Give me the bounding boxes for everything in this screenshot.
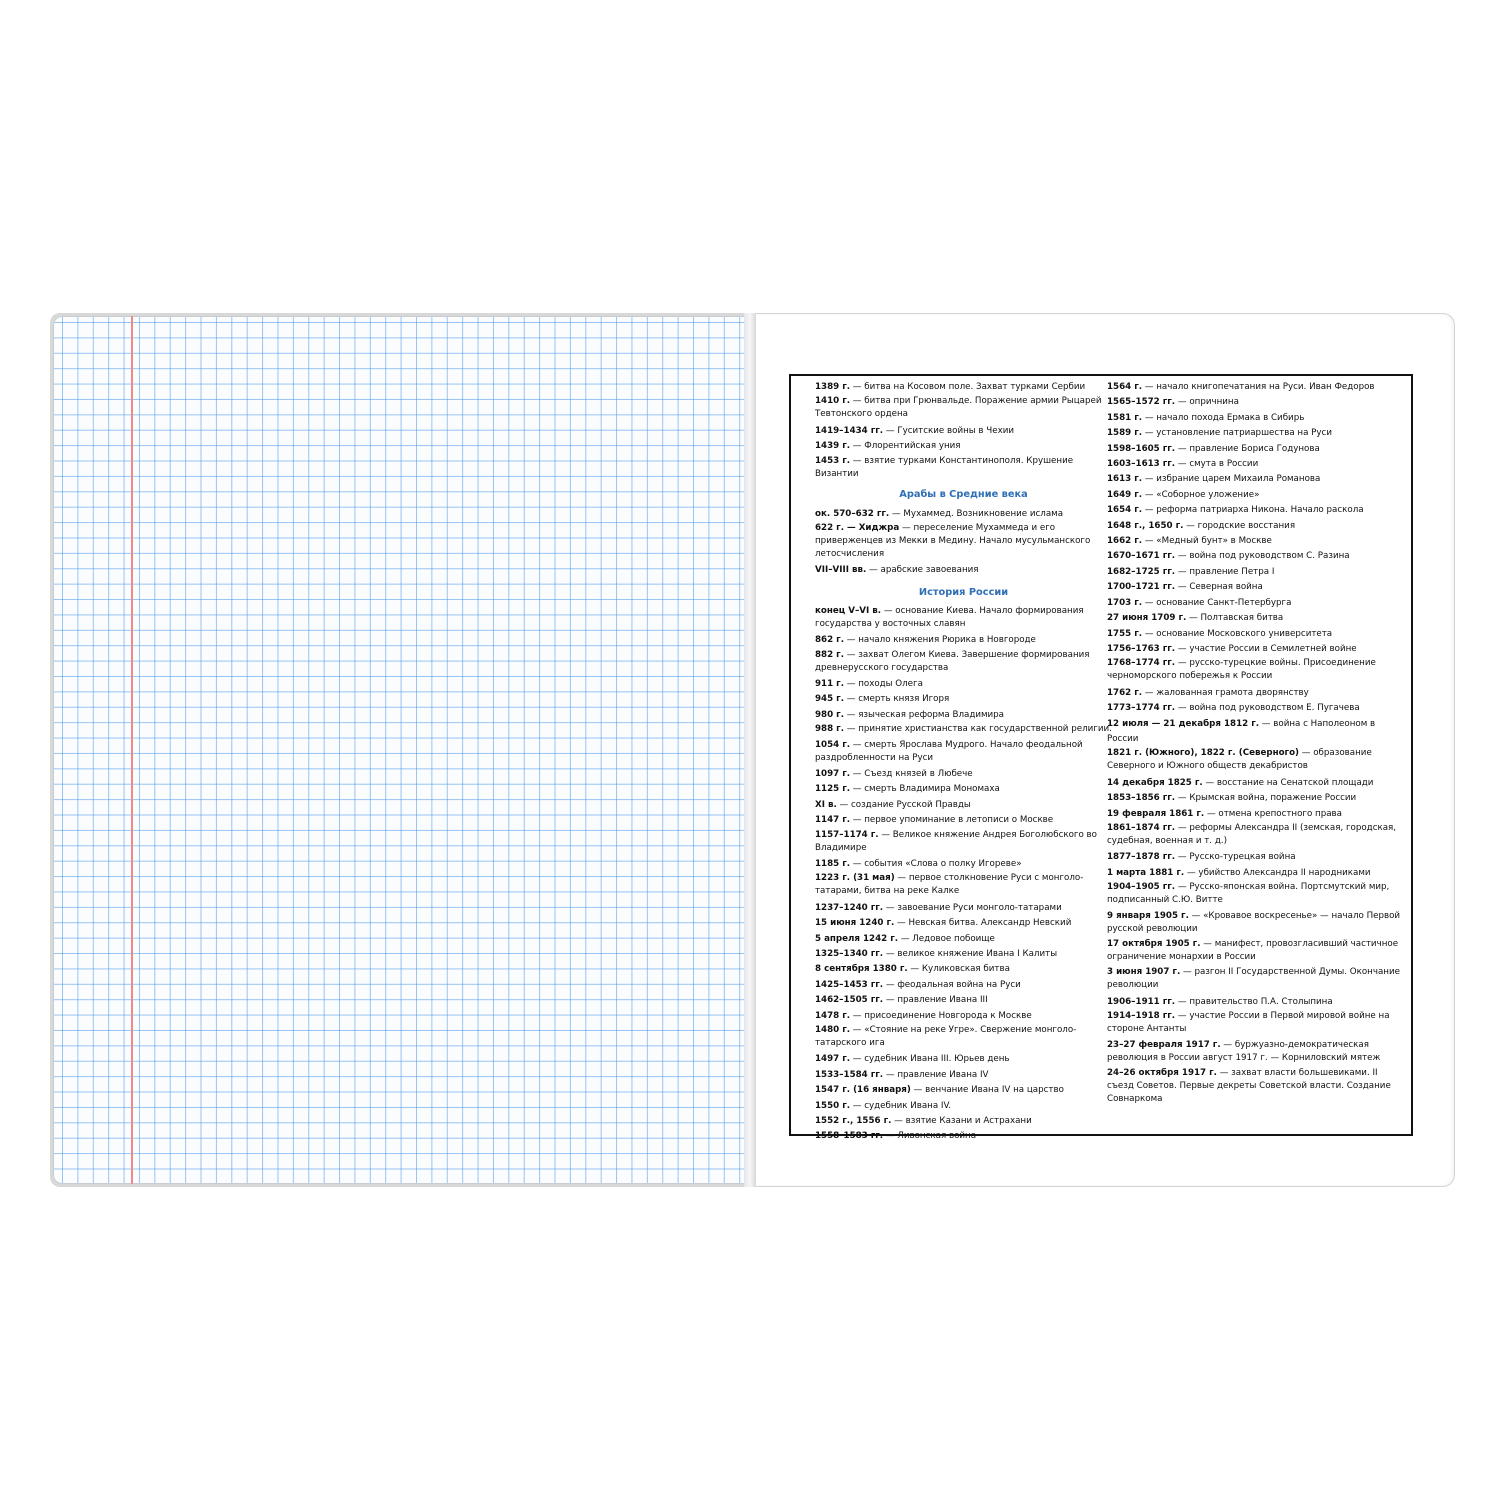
date-entry bbox=[815, 1068, 1112, 1083]
entry-text: — языческая реформа Владимира bbox=[844, 709, 1005, 720]
date-entry bbox=[815, 978, 1112, 993]
entry-text: — участие России в Первой мировой войне на стороне Антанты bbox=[1107, 1011, 1390, 1035]
date-entry bbox=[1107, 565, 1407, 580]
entry-date: 945 г. bbox=[815, 694, 844, 705]
entry-date: 911 г. bbox=[815, 679, 844, 689]
date-entry bbox=[815, 872, 1112, 898]
date-entry bbox=[815, 1024, 1112, 1050]
entry-text: — походы Олега bbox=[844, 679, 923, 689]
entry-text: — арабские завоевания bbox=[866, 565, 979, 576]
entry-text: — смерть Ярослава Мудрого. Начало феодальной раздробленности на Руси bbox=[815, 739, 1083, 763]
date-entry bbox=[1107, 791, 1407, 806]
entry-date: 1603–1613 гг. bbox=[1107, 459, 1176, 470]
date-entry bbox=[815, 708, 1112, 723]
date-entry bbox=[815, 1099, 1112, 1114]
entry-date: 1904–1905 гг. bbox=[1107, 882, 1176, 893]
entry-date: 980 г. bbox=[815, 709, 844, 720]
entry-date: конец V–VI в. bbox=[815, 605, 882, 616]
entry-date: 1552 г., 1556 г. bbox=[815, 1116, 892, 1127]
entry-date: 1558–1583 гг. bbox=[815, 1131, 884, 1142]
entry-date: 1821 г. (Южного), 1822 г. (Северного) bbox=[1107, 748, 1300, 759]
entry-text: — правление Ивана IV bbox=[883, 1069, 989, 1080]
entry-date: 1853–1856 гг. bbox=[1107, 793, 1176, 804]
entry-text: — «Кровавое воскресенье» — начало Первой русской революции bbox=[1107, 910, 1401, 934]
entry-text: — «Стояние на реке Угре». Свержение монголо-татарского ига bbox=[815, 1025, 1077, 1049]
entry-text: — реформы Александра II (земская, городская, судебная, военная и т. д.) bbox=[1107, 822, 1397, 846]
entry-text: — захват власти большевиками. II съезд Советов. Первые декреты Советской власти. Создание Совнаркома bbox=[1107, 1067, 1391, 1104]
date-entry bbox=[815, 962, 1112, 977]
date-entry bbox=[1107, 426, 1407, 441]
entry-date: 1613 г. bbox=[1107, 474, 1143, 485]
entry-text: — Мухаммед. Возникновение ислама bbox=[889, 508, 1064, 519]
entry-text: — «Медный бунт» в Москве bbox=[1142, 536, 1272, 547]
entry-text: — Куликовская битва bbox=[907, 964, 1010, 975]
entry-text: — война под руководством Е. Пугачева bbox=[1175, 703, 1360, 714]
date-entry bbox=[1107, 995, 1407, 1010]
entry-date: 1564 г. bbox=[1107, 382, 1143, 392]
date-entry bbox=[815, 522, 1112, 561]
entry-text: — битва при Грюнвальде. Поражение армии Рыцарей Тевтонского ордена bbox=[815, 396, 1102, 420]
entry-date: 23–27 февраля 1917 г. bbox=[1107, 1039, 1221, 1050]
date-entry bbox=[1107, 701, 1407, 716]
entry-text: — Крымская война, поражение России bbox=[1175, 793, 1357, 804]
date-entry bbox=[1107, 627, 1407, 642]
date-entry bbox=[1107, 488, 1407, 503]
entry-text: — правительство П.А. Столыпина bbox=[1175, 996, 1333, 1007]
entry-date: 1654 г. bbox=[1107, 505, 1143, 516]
date-entry bbox=[1107, 938, 1407, 964]
entry-text: — разгон II Государственной Думы. Окончание революции bbox=[1107, 967, 1400, 991]
entry-date: 3 июня 1907 г. bbox=[1107, 967, 1181, 978]
date-entry bbox=[815, 563, 1112, 578]
entry-date: 1762 г. bbox=[1107, 687, 1143, 698]
date-entry bbox=[1107, 822, 1407, 848]
entry-text: — война под руководством С. Разина bbox=[1175, 551, 1350, 562]
date-entry bbox=[1107, 380, 1407, 395]
entry-date: 1462–1505 гг. bbox=[815, 995, 884, 1006]
entry-text: — городские восстания bbox=[1183, 520, 1296, 531]
entry-date: 1125 г. bbox=[815, 784, 851, 795]
entry-text: — Русско-японская война. Портсмутский мир, подписанный С.Ю. Витте bbox=[1107, 882, 1390, 906]
date-entry bbox=[815, 455, 1112, 481]
entry-date: 1410 г. bbox=[815, 396, 851, 407]
date-entry bbox=[1107, 611, 1407, 626]
entry-text: — опричнина bbox=[1175, 397, 1239, 408]
entry-date: 1147 г. bbox=[815, 815, 851, 826]
entry-text: — манифест, провозгласивший частичное ограничение монархии в России bbox=[1107, 938, 1399, 962]
entry-text: — правление Бориса Годунова bbox=[1175, 443, 1320, 454]
entry-text: — Ледовое побоище bbox=[898, 933, 995, 944]
entry-date: 1565–1572 гг. bbox=[1107, 397, 1176, 408]
entry-date: 622 г. — Хиджра bbox=[815, 523, 900, 534]
entry-text: — Русско-турецкая война bbox=[1175, 852, 1296, 863]
entry-date: 8 сентября 1380 г. bbox=[815, 964, 908, 975]
entry-text: — венчание Ивана IV на царство bbox=[910, 1085, 1064, 1096]
entry-text: — начало книгопечатания на Руси. Иван Федоров bbox=[1142, 382, 1375, 392]
date-entry bbox=[815, 1129, 1112, 1144]
entry-date: 1768–1774 гг. bbox=[1107, 658, 1176, 669]
entry-text: — Полтавская битва bbox=[1186, 613, 1284, 624]
entry-text: — восстание на Сенатской площади bbox=[1202, 777, 1374, 788]
entry-date: XI в. bbox=[815, 799, 837, 810]
date-entry bbox=[815, 439, 1112, 454]
date-entry bbox=[1107, 442, 1407, 457]
date-entry bbox=[815, 1009, 1112, 1024]
entry-date: 1877–1878 гг. bbox=[1107, 852, 1176, 863]
entry-date: 1756–1763 гг. bbox=[1107, 643, 1176, 654]
date-entry bbox=[1107, 395, 1407, 410]
entry-date: 1325–1340 гг. bbox=[815, 949, 884, 960]
date-entry bbox=[815, 677, 1112, 692]
entry-date: 5 апреля 1242 г. bbox=[815, 933, 899, 944]
date-entry bbox=[1107, 503, 1407, 518]
entry-text: — начало княжения Рюрика в Новгороде bbox=[844, 635, 1036, 646]
date-entry bbox=[815, 782, 1112, 797]
entry-date: 862 г. bbox=[815, 635, 844, 646]
entry-date: 1906–1911 гг. bbox=[1107, 996, 1176, 1007]
date-entry bbox=[1107, 519, 1407, 534]
entry-text: — Северная война bbox=[1175, 582, 1263, 593]
section-heading: История России bbox=[918, 586, 1009, 598]
entry-text: — установление патриаршества на Руси bbox=[1142, 428, 1332, 439]
entry-date: 12 июля — 21 декабря 1812 г. bbox=[1107, 718, 1260, 729]
dates-column-right bbox=[1107, 380, 1407, 1108]
date-entry bbox=[1107, 686, 1407, 701]
entry-text: — судебник Ивана IV. bbox=[850, 1100, 952, 1111]
entry-date: 1478 г. bbox=[815, 1010, 851, 1021]
date-entry bbox=[1107, 966, 1407, 992]
date-entry bbox=[1107, 472, 1407, 487]
entry-date: 1 марта 1881 г. bbox=[1107, 867, 1185, 878]
entry-text: — захват Олегом Киева. Завершение формирования древнерусского государства bbox=[815, 649, 1090, 673]
date-entry bbox=[815, 649, 1112, 675]
left-page-grid bbox=[53, 316, 753, 1184]
entry-date: 1097 г. bbox=[815, 769, 851, 779]
date-entry bbox=[815, 723, 1112, 736]
entry-text: — русско-турецкие войны. Присоединение черноморского побережья к России bbox=[1107, 658, 1376, 682]
entry-text: — реформа патриарха Никона. Начало раскола bbox=[1142, 505, 1364, 516]
entry-text: — избрание царем Михаила Романова bbox=[1142, 474, 1321, 485]
section-heading: Арабы в Средние века bbox=[899, 488, 1028, 500]
entry-date: 1054 г. bbox=[815, 739, 851, 750]
entry-text: — смута в России bbox=[1175, 459, 1259, 470]
entry-text: — Гуситские войны в Чехии bbox=[883, 425, 1015, 436]
date-entry bbox=[815, 947, 1112, 962]
entry-text: — первое упоминание в летописи о Москве bbox=[850, 815, 1054, 826]
entry-date: 1533–1584 гг. bbox=[815, 1069, 884, 1080]
entry-text: — образование Северного и Южного обществ декабристов bbox=[1107, 748, 1372, 772]
entry-text: — Ливонская война bbox=[883, 1131, 977, 1142]
entry-date: VII–VIII вв. bbox=[815, 565, 867, 576]
entry-date: 17 октября 1905 г. bbox=[1107, 938, 1201, 949]
entry-date: 1389 г. bbox=[815, 382, 851, 392]
entry-text: — взятие Казани и Астрахани bbox=[891, 1116, 1032, 1127]
entry-text: — смерть Владимира Мономаха bbox=[850, 784, 1000, 795]
date-entry bbox=[815, 380, 1112, 395]
entry-date: 988 г. bbox=[815, 724, 844, 735]
date-entry bbox=[1107, 910, 1407, 936]
notebook-spine bbox=[744, 313, 756, 1187]
entry-text: — битва на Косовом поле. Захват турками Сербии bbox=[850, 382, 1086, 392]
date-entry bbox=[815, 1052, 1112, 1067]
entry-date: 1547 г. (16 января) bbox=[815, 1085, 911, 1096]
entry-date: 1700–1721 гг. bbox=[1107, 582, 1176, 593]
entry-date: 1861–1874 гг. bbox=[1107, 822, 1176, 833]
date-entry bbox=[815, 1083, 1112, 1098]
entry-text: — основание Московского университета bbox=[1142, 628, 1333, 639]
entry-date: 1157–1174 г. bbox=[815, 829, 879, 840]
date-entry bbox=[815, 692, 1112, 707]
date-entry bbox=[815, 395, 1112, 421]
entry-date: ок. 570–632 гг. bbox=[815, 508, 890, 519]
entry-date: 1914–1918 гг. bbox=[1107, 1011, 1176, 1022]
date-entry bbox=[815, 932, 1112, 947]
entry-date: 1581 г. bbox=[1107, 412, 1143, 423]
entry-date: 1662 г. bbox=[1107, 536, 1143, 547]
date-entry bbox=[815, 916, 1112, 931]
entry-date: 1755 г. bbox=[1107, 628, 1143, 639]
date-entry bbox=[815, 739, 1112, 765]
entry-text: — смерть князя Игоря bbox=[844, 694, 950, 705]
entry-date: 27 июня 1709 г. bbox=[1107, 613, 1187, 624]
entry-text: — отмена крепостного права bbox=[1204, 808, 1343, 819]
entry-text: — участие России в Семилетней войне bbox=[1175, 643, 1357, 654]
entry-date: 19 февраля 1861 г. bbox=[1107, 808, 1205, 819]
entry-text: — создание Русской Правды bbox=[836, 799, 971, 810]
margin-line bbox=[131, 316, 133, 1184]
date-entry bbox=[815, 993, 1112, 1008]
entry-text: — убийство Александра II народниками bbox=[1184, 867, 1371, 878]
date-entry bbox=[1107, 881, 1407, 907]
entry-text: — присоединение Новгорода к Москве bbox=[850, 1010, 1032, 1021]
entry-date: 1453 г. bbox=[815, 455, 851, 466]
entry-date: 1480 г. bbox=[815, 1025, 851, 1036]
entry-date: 1550 г. bbox=[815, 1100, 851, 1111]
entry-date: 1223 г. (31 мая) bbox=[815, 873, 895, 884]
entry-date: 1598–1605 гг. bbox=[1107, 443, 1176, 454]
entry-text: — основание Санкт-Петербурга bbox=[1142, 597, 1292, 608]
entry-date: 1648 г., 1650 г. bbox=[1107, 520, 1184, 531]
date-entry bbox=[815, 829, 1112, 855]
entry-date: 1425–1453 гг. bbox=[815, 979, 884, 990]
date-entry bbox=[1107, 1039, 1407, 1065]
date-entry bbox=[1107, 866, 1407, 881]
date-entry bbox=[1107, 642, 1407, 657]
entry-text: — завоевание Руси монголо-татарами bbox=[883, 902, 1062, 913]
entry-text: — основание Киева. Начало формирования государства у восточных славян bbox=[815, 605, 1084, 629]
entry-date: 1649 г. bbox=[1107, 489, 1143, 500]
date-entry bbox=[1107, 411, 1407, 426]
entry-text: — феодальная война на Руси bbox=[883, 979, 1021, 990]
entry-date: 15 июня 1240 г. bbox=[815, 918, 895, 929]
date-entry bbox=[1107, 549, 1407, 564]
date-entry bbox=[815, 901, 1112, 916]
date-entry bbox=[1107, 657, 1407, 683]
dates-table bbox=[789, 374, 1413, 1142]
entry-date: 1682–1725 гг. bbox=[1107, 566, 1176, 577]
entry-date: 24–26 октября 1917 г. bbox=[1107, 1067, 1217, 1078]
date-entry bbox=[815, 798, 1112, 813]
entry-text: — начало похода Ермака в Сибирь bbox=[1142, 412, 1305, 423]
entry-text: — Невская битва. Александр Невский bbox=[894, 918, 1072, 929]
date-entry bbox=[1107, 1067, 1407, 1106]
entry-text: — первое столкновение Руси с монголо-татарами, битва на реке Калке bbox=[815, 873, 1084, 897]
entry-text: — взятие турками Константинополя. Крушение Византии bbox=[815, 455, 1074, 479]
entry-text: — «Соборное уложение» bbox=[1142, 489, 1260, 500]
date-entry bbox=[815, 424, 1112, 439]
entry-date: 1237–1240 гг. bbox=[815, 902, 884, 913]
date-entry bbox=[815, 1114, 1112, 1129]
entry-text: — судебник Ивана III. Юрьев день bbox=[850, 1054, 1010, 1065]
entry-date: 1773–1774 гг. bbox=[1107, 703, 1176, 714]
entry-date: 1439 г. bbox=[815, 441, 851, 452]
entry-text: — переселение Мухаммеда и его приверженцев из Мекки в Медину. Начало мусульманского летосчисления bbox=[815, 523, 1091, 560]
entry-text: — правление Ивана III bbox=[883, 995, 988, 1006]
dates-column-left bbox=[815, 380, 1112, 1145]
date-entry bbox=[815, 813, 1112, 828]
date-entry bbox=[815, 605, 1112, 631]
date-entry bbox=[1107, 717, 1407, 748]
entry-date: 9 января 1905 г. bbox=[1107, 910, 1189, 921]
date-entry bbox=[1107, 596, 1407, 611]
date-entry bbox=[1107, 457, 1407, 472]
entry-date: 14 декабря 1825 г. bbox=[1107, 777, 1203, 788]
entry-date: 1419–1434 гг. bbox=[815, 425, 884, 436]
date-entry bbox=[1107, 807, 1407, 822]
entry-text: — принятие христианства как государственной религии. bbox=[844, 724, 1112, 735]
entry-text: — Съезд князей в Любече bbox=[850, 769, 973, 779]
date-entry bbox=[815, 767, 1112, 782]
entry-date: 882 г. bbox=[815, 649, 844, 660]
date-entry bbox=[815, 857, 1112, 872]
entry-text: — Великое княжение Андрея Боголюбского во Владимире bbox=[815, 829, 1097, 853]
date-entry bbox=[815, 507, 1112, 522]
date-entry bbox=[1107, 534, 1407, 549]
entry-date: 1670–1671 гг. bbox=[1107, 551, 1176, 562]
entry-text: — война с Наполеоном в России bbox=[1107, 718, 1376, 744]
date-entry bbox=[1107, 1010, 1407, 1036]
entry-text: — правление Петра I bbox=[1175, 566, 1275, 577]
entry-text: — великое княжение Ивана I Калиты bbox=[883, 949, 1058, 960]
date-entry bbox=[815, 633, 1112, 648]
entry-text: — Флорентийская уния bbox=[850, 441, 961, 452]
entry-text: — жалованная грамота дворянству bbox=[1142, 687, 1309, 698]
entry-date: 1703 г. bbox=[1107, 597, 1143, 608]
date-entry bbox=[1107, 580, 1407, 595]
date-entry bbox=[1107, 850, 1407, 865]
entry-date: 1589 г. bbox=[1107, 428, 1143, 439]
entry-date: 1185 г. bbox=[815, 859, 851, 870]
entry-text: — события «Слова о полку Игореве» bbox=[850, 859, 1022, 870]
date-entry bbox=[1107, 747, 1407, 773]
entry-text: — буржуазно-демократическая революция в России август 1917 г. — Корниловский мятеж bbox=[1107, 1039, 1381, 1063]
date-entry bbox=[1107, 776, 1407, 791]
entry-date: 1497 г. bbox=[815, 1054, 851, 1065]
